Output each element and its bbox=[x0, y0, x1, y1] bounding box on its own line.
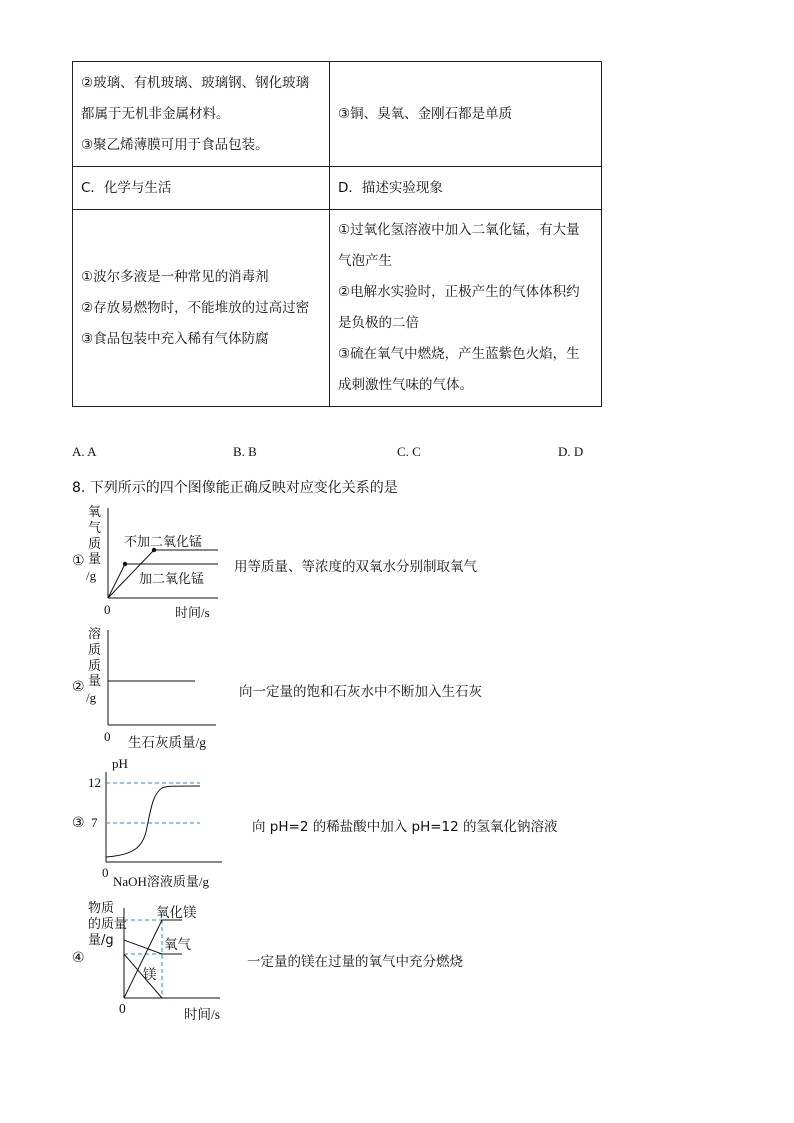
y-tick-label: 12 bbox=[88, 775, 101, 790]
cell-a-statements bbox=[330, 62, 602, 167]
statement: 都属于无机非金属材料。 bbox=[81, 105, 230, 122]
y-axis-label bbox=[86, 504, 101, 583]
statement: 是负极的二倍 bbox=[338, 315, 419, 331]
y-axis-label: 物质 bbox=[88, 901, 115, 916]
y-axis-label bbox=[86, 626, 101, 705]
statement: ①过氧化氢溶液中加入二氧化锰，有大量 bbox=[338, 222, 580, 238]
point-marker bbox=[123, 562, 127, 566]
axis-label-char: 质 bbox=[88, 642, 102, 657]
statement: ③食品包装中充入稀有气体防腐 bbox=[81, 330, 269, 347]
x-axis-label: 生石灰质量/g bbox=[128, 735, 207, 750]
statement: ②电解水实验时，正极产生的气体体积约 bbox=[338, 284, 580, 300]
y-tick-label: 7 bbox=[91, 815, 98, 830]
y-axis-label: pH bbox=[112, 756, 128, 771]
origin-label: 0 bbox=[104, 602, 111, 617]
origin-label: 0 bbox=[119, 1001, 126, 1016]
table-row bbox=[73, 210, 602, 407]
table-header-row bbox=[73, 167, 602, 210]
x-axis-label: 时间/s bbox=[184, 1007, 221, 1022]
axis-label-char: 质 bbox=[88, 536, 102, 551]
statement: ②存放易燃物时，不能堆放的过高过密 bbox=[81, 299, 310, 316]
option-c[interactable]: C. C bbox=[397, 444, 421, 459]
axis-label-char: 量 bbox=[88, 551, 102, 566]
graph-description: 用等质量、等浓度的双氧水分别制取氧气 bbox=[234, 559, 477, 575]
origin-label: 0 bbox=[102, 865, 109, 880]
origin-label: 0 bbox=[104, 729, 111, 744]
graph-number: ① bbox=[72, 553, 85, 569]
graph-number: ③ bbox=[72, 815, 85, 831]
axis-label-char: 溶 bbox=[88, 626, 102, 641]
curve-label: 镁 bbox=[143, 967, 157, 983]
cell-header-c: C．化学与生活 bbox=[73, 167, 330, 210]
option-d[interactable]: D. D bbox=[558, 444, 584, 459]
y-axis-label: 量/g bbox=[88, 933, 114, 948]
curve-label: 氧化镁 bbox=[156, 905, 197, 921]
statement: ①波尔多液是一种常见的消毒剂 bbox=[81, 268, 269, 285]
curve-label: 氧气 bbox=[164, 937, 191, 953]
axis-label-char: 氧 bbox=[88, 504, 102, 519]
cell-c-statements bbox=[73, 210, 330, 407]
axis-label-char: 质 bbox=[88, 658, 102, 673]
ph-curve bbox=[106, 786, 200, 857]
graph-2 bbox=[82, 622, 222, 748]
cell-b-statements bbox=[73, 62, 330, 167]
axis-label-char: 气 bbox=[88, 520, 102, 535]
graph-number: ② bbox=[72, 679, 85, 695]
graph-3 bbox=[82, 752, 232, 880]
question-table bbox=[72, 61, 602, 407]
y-axis-label: 的质量 bbox=[88, 917, 128, 932]
graph-description: 向 pH=2 的稀盐酸中加入 pH=12 的氢氧化钠溶液 bbox=[252, 819, 558, 835]
statement: ③聚乙烯薄膜可用于食品包装。 bbox=[81, 136, 269, 153]
axis-label-char: /g bbox=[86, 568, 97, 583]
graph-number: ④ bbox=[72, 950, 85, 966]
axis-label-char: /g bbox=[86, 690, 97, 705]
x-axis-label: 时间/s bbox=[175, 605, 210, 620]
mgo-curve bbox=[124, 920, 182, 998]
option-b[interactable]: B. B bbox=[233, 444, 257, 459]
graph-description: 向一定量的饱和石灰水中不断加入生石灰 bbox=[239, 684, 482, 700]
statement: ③硫在氧气中燃烧，产生蓝紫色火焰，生 bbox=[338, 346, 580, 362]
statement: ③铜、臭氧、金刚石都是单质 bbox=[338, 105, 513, 122]
option-a[interactable]: A. A bbox=[72, 444, 97, 459]
statement: ②玻璃、有机玻璃、玻璃钢、钢化玻璃 bbox=[81, 74, 310, 91]
curve-label: 不加二氧化锰 bbox=[124, 535, 203, 550]
question-8-stem: 8. 下列所示的四个图像能正确反映对应变化关系的是 bbox=[72, 480, 398, 496]
graph-description: 一定量的镁在过量的氧气中充分燃烧 bbox=[247, 954, 463, 970]
cell-header-d: D．描述实验现象 bbox=[330, 167, 602, 210]
table-row bbox=[73, 62, 602, 167]
cell-d-statements bbox=[330, 210, 602, 407]
statement: 成刺激性气味的气体。 bbox=[338, 377, 473, 393]
axis-label-char: 量 bbox=[88, 673, 102, 688]
curve-label: 加二氧化锰 bbox=[139, 572, 205, 587]
statement: 气泡产生 bbox=[338, 253, 392, 269]
x-axis-label: NaOH溶液质量/g bbox=[113, 874, 210, 889]
